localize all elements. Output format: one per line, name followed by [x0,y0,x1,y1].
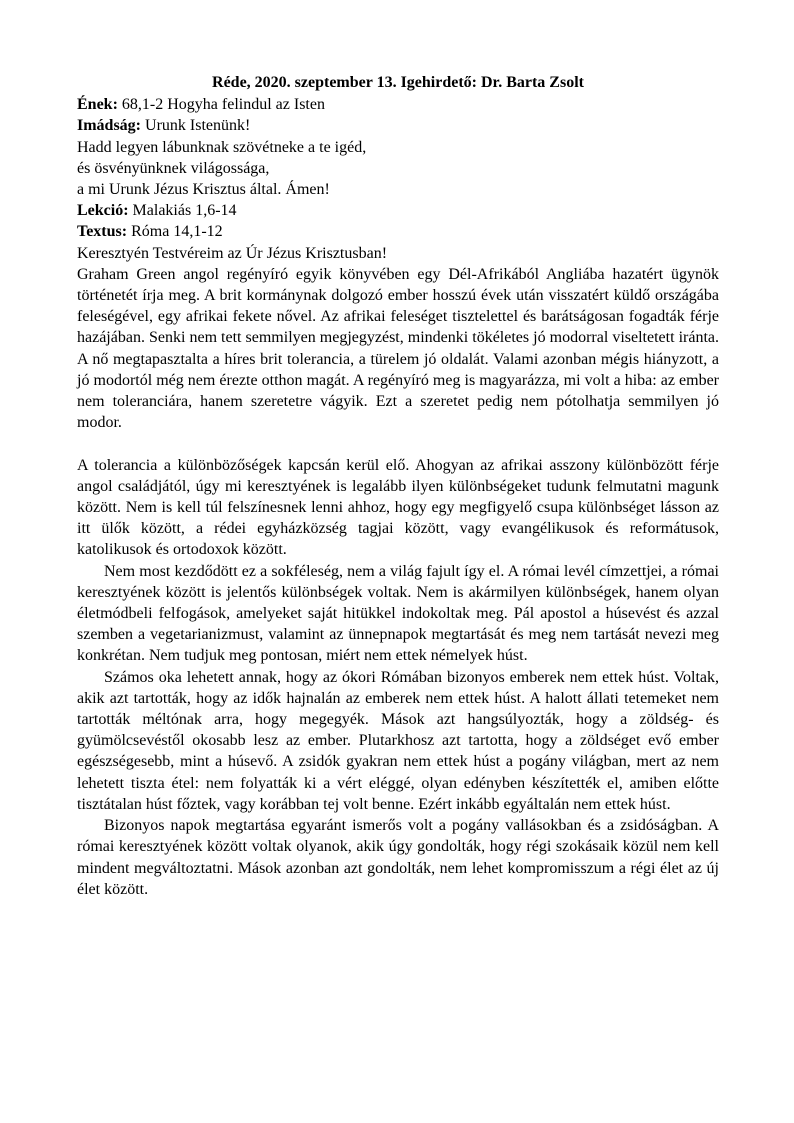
body-paragraph: Számos oka lehetett annak, hogy az ókori Rómában bizonyos emberek nem ettek húst. Voltak, akik azt tartották, hogy az idők hajnalán az emberek nem ettek húst. A halott állati tetemeket nem tartották méltónak arra, hogy megegyék. Mások azt hangsúlyozták, hogy a zöldség- és gyümölcsevéstől okosabb lesz az ember. Plutarkhosz azt tartotta, hogy a zöldséget evő ember egészségesebb, mint a húsevő. A zsidók gyakran nem ettek húst a pogány világban, mert az nem lehetett tiszta étel: nem folyatták ki a vért eléggé, olyan edényben készítették el, amiben előtte tisztátalan húst főztek, vagy korábban tej volt benne. Ezért inkább egyáltalán nem ettek húst. [77,668,719,813]
hymn-line [77,94,719,115]
prayer-line [77,115,719,136]
greeting: Keresztyén Testvéreim az Úr Jézus Krisztusban! [77,244,388,262]
body-paragraph: Nem most kezdődött ez a sokféleség, nem a világ fajult így el. A római levél címzettjei, a római keresztyének között is jelentős különbségek voltak. Nem is akármilyen különbségek, hanem olyan életmódbeli felfogások, amelyeket saját hitükkel indokoltak meg. Pál apostol a húsevést és azzal szemben a vegetarianizmust, valamint az ünnepnapok megtartását és meg nem tartását nevezi meg konkrétan. Nem tudjuk meg pontosan, miért nem ettek némelyek húst. [77,562,719,665]
lection-label: Lekció: [77,202,129,220]
prayer-text-line: a mi Urunk Jézus Krisztus által. Ámen! [77,181,330,199]
text-label: Textus: [77,223,128,241]
text-line [77,221,719,242]
lection-line [77,200,719,221]
text-value: Róma 14,1-12 [127,223,223,241]
hymn-value: 68,1-2 Hogyha felindul az Isten [117,96,325,114]
body-paragraph: Bizonyos napok megtartása egyaránt ismerős volt a pogány vallásokban és a zsidóságban. A római keresztyének között voltak olyanok, akik úgy gondolták, hogy régi szokásaik közül nem kell mindent megváltoztatni. Mások azonban azt gondolták, nem lehet kompromisszum a régi élet az új élet között. [77,817,719,898]
prayer-text-line: Hadd legyen lábunknak szövétneke a te igéd, [77,138,367,156]
prayer-label: Imádság: [77,117,142,135]
sermon-document [77,72,719,900]
body-paragraph: Graham Green angol regényíró egyik könyvében egy Dél-Afrikából Angliába hazatért ügynök történetét írja meg. A brit kormánynak dolgozó ember hosszú évek után visszatért küldő országába feleségével, egy afrikai fekete nővel. Az afrikai feleséget tisztelettel és barátságosan fogadták férje hazájában. Senki nem tett semmilyen megjegyzést, mindenki tökéletes jó modorral viseltetett iránta. A nő megtapasztalta a híres brit tolerancia, a türelem jó oldalát. Valami azonban mégis hiányzott, a jó modortól még nem érezte otthon magát. A regényíró meg is magyarázza, mi volt a hiba: az ember nem toleranciára, hanem szeretetre vágyik. Ezt a szeretet pedig nem pótolhatja semmilyen jó modor. [77,265,719,432]
page-title: Réde, 2020. szeptember 13. Igehirdető: Dr. Barta Zsolt [212,74,584,91]
lection-value: Malakiás 1,6-14 [128,202,237,220]
paragraph-spacer [77,433,719,454]
body-paragraph: A tolerancia a különbözőségek kapcsán kerül elő. Ahogyan az afrikai asszony különbözött férje angol családjától, úgy mi keresztyének is legalább ilyen különbségeket tudunk felmutatni magunk között. Nem is kell túl felszínesnek lenni ahhoz, hogy egy megfigyelő csupa különbséget lásson az itt ülők között, a rédei egyházközség tagjai között, vagy evangélikusok és reformátusok, katolikusok és ortodoxok között. [77,456,719,559]
hymn-label: Ének: [77,96,118,114]
prayer-value: Urunk Istenünk! [141,117,251,135]
prayer-text-line: és ösvényünknek világossága, [77,159,270,177]
